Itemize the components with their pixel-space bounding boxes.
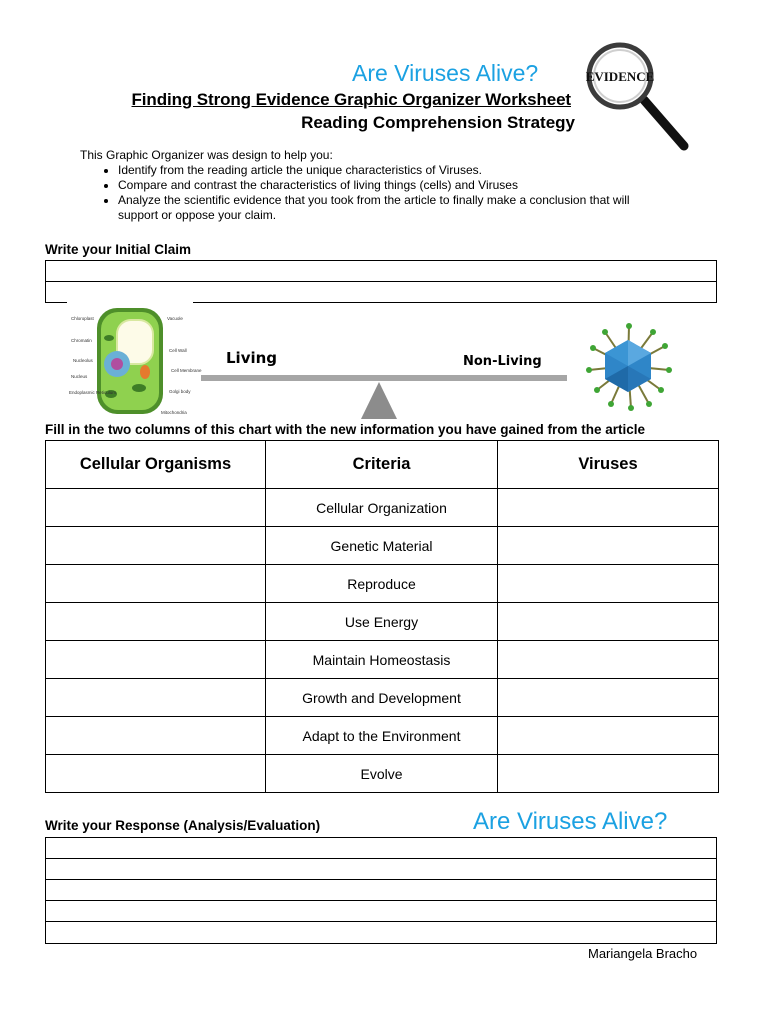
criteria-cell: Reproduce <box>266 565 498 603</box>
author-credit: Mariangela Bracho <box>588 946 698 961</box>
cell-label: Chromatin <box>71 338 92 343</box>
living-label: Living <box>226 349 278 367</box>
table-row <box>46 755 719 793</box>
cell-label: Nucleolus <box>73 358 93 363</box>
scale-beam <box>201 375 567 381</box>
criteria-cell: Evolve <box>266 755 498 793</box>
table-row <box>46 603 719 641</box>
header-cellular-organisms: Cellular Organisms <box>46 441 266 489</box>
cellular-answer-cell[interactable] <box>46 527 266 565</box>
page-title: Are Viruses Alive? <box>352 60 539 86</box>
cellular-answer-cell[interactable] <box>46 489 266 527</box>
virus-answer-cell[interactable] <box>498 679 719 717</box>
cell-label: Endoplasmic Reticulum <box>69 390 117 395</box>
header-viruses: Viruses <box>498 441 719 489</box>
cell-label: Vacuole <box>167 316 183 321</box>
cellular-answer-cell[interactable] <box>46 641 266 679</box>
criteria-cell: Maintain Homeostasis <box>266 641 498 679</box>
criteria-cell: Genetic Material <box>266 527 498 565</box>
table-row <box>46 717 719 755</box>
virus-answer-cell[interactable] <box>498 717 719 755</box>
balance-scale-illustration <box>45 298 725 422</box>
response-line[interactable] <box>46 922 716 943</box>
response-label: Write your Response (Analysis/Evaluation) <box>45 818 321 833</box>
response-lines[interactable] <box>45 837 717 944</box>
virus-answer-cell[interactable] <box>498 527 719 565</box>
plant-cell-image <box>97 308 163 414</box>
response-title: Are Viruses Alive? <box>473 808 668 835</box>
intro-bullets <box>80 163 640 223</box>
header-criteria: Criteria <box>266 441 498 489</box>
nonliving-label: Non-Living <box>463 354 542 369</box>
virus-answer-cell[interactable] <box>498 565 719 603</box>
table-row <box>46 489 719 527</box>
worksheet-subtitle: Finding Strong Evidence Graphic Organizer Worksheet <box>131 90 571 109</box>
magnifying-glass-icon <box>584 42 694 154</box>
table-row <box>46 641 719 679</box>
criteria-cell: Growth and Development <box>266 679 498 717</box>
table-row <box>46 527 719 565</box>
chart-instruction: Fill in the two columns of this chart with the new information you have gained from the article <box>45 422 646 437</box>
criteria-cell: Cellular Organization <box>266 489 498 527</box>
table-row <box>46 565 719 603</box>
cell-label: Mitochondria <box>161 410 187 415</box>
response-line[interactable] <box>46 838 716 859</box>
cell-label: Cell Membrane <box>171 368 202 373</box>
evidence-label: EVIDENCE <box>585 69 655 84</box>
table-row <box>46 679 719 717</box>
intro-block <box>80 148 640 223</box>
claim-label: Write your Initial Claim <box>45 242 192 257</box>
virus-image <box>586 323 672 411</box>
response-line[interactable] <box>46 901 716 922</box>
criteria-cell: Adapt to the Environment <box>266 717 498 755</box>
claim-lines[interactable] <box>45 260 717 303</box>
intro-lead: This Graphic Organizer was design to help you: <box>80 148 333 162</box>
cell-label: Cell Wall <box>169 348 187 353</box>
response-line[interactable] <box>46 859 716 880</box>
cell-label: Golgi body <box>169 389 191 394</box>
criteria-cell: Use Energy <box>266 603 498 641</box>
virus-answer-cell[interactable] <box>498 489 719 527</box>
virus-answer-cell[interactable] <box>498 755 719 793</box>
scale-fulcrum <box>361 382 397 419</box>
virus-answer-cell[interactable] <box>498 641 719 679</box>
intro-bullet: • Identify from the reading article the unique characteristics of Viruses. <box>118 163 640 178</box>
virus-answer-cell[interactable] <box>498 603 719 641</box>
intro-bullet: • Compare and contrast the characteristics of living things (cells) and Viruses <box>118 178 640 193</box>
cellular-answer-cell[interactable] <box>46 717 266 755</box>
cellular-answer-cell[interactable] <box>46 679 266 717</box>
response-line[interactable] <box>46 880 716 901</box>
comparison-chart <box>45 440 719 793</box>
cellular-answer-cell[interactable] <box>46 603 266 641</box>
cell-label: Chloroplast <box>71 316 94 321</box>
intro-bullet: • Analyze the scientific evidence that you took from the article to finally make a conclusion that will support or oppose your claim. <box>118 193 640 223</box>
cellular-answer-cell[interactable] <box>46 565 266 603</box>
strategy-subtitle: Reading Comprehension Strategy <box>301 113 575 132</box>
claim-line[interactable] <box>46 261 716 282</box>
cellular-answer-cell[interactable] <box>46 755 266 793</box>
chart-header-row <box>46 441 719 489</box>
cell-label: Nucleus <box>71 374 88 379</box>
